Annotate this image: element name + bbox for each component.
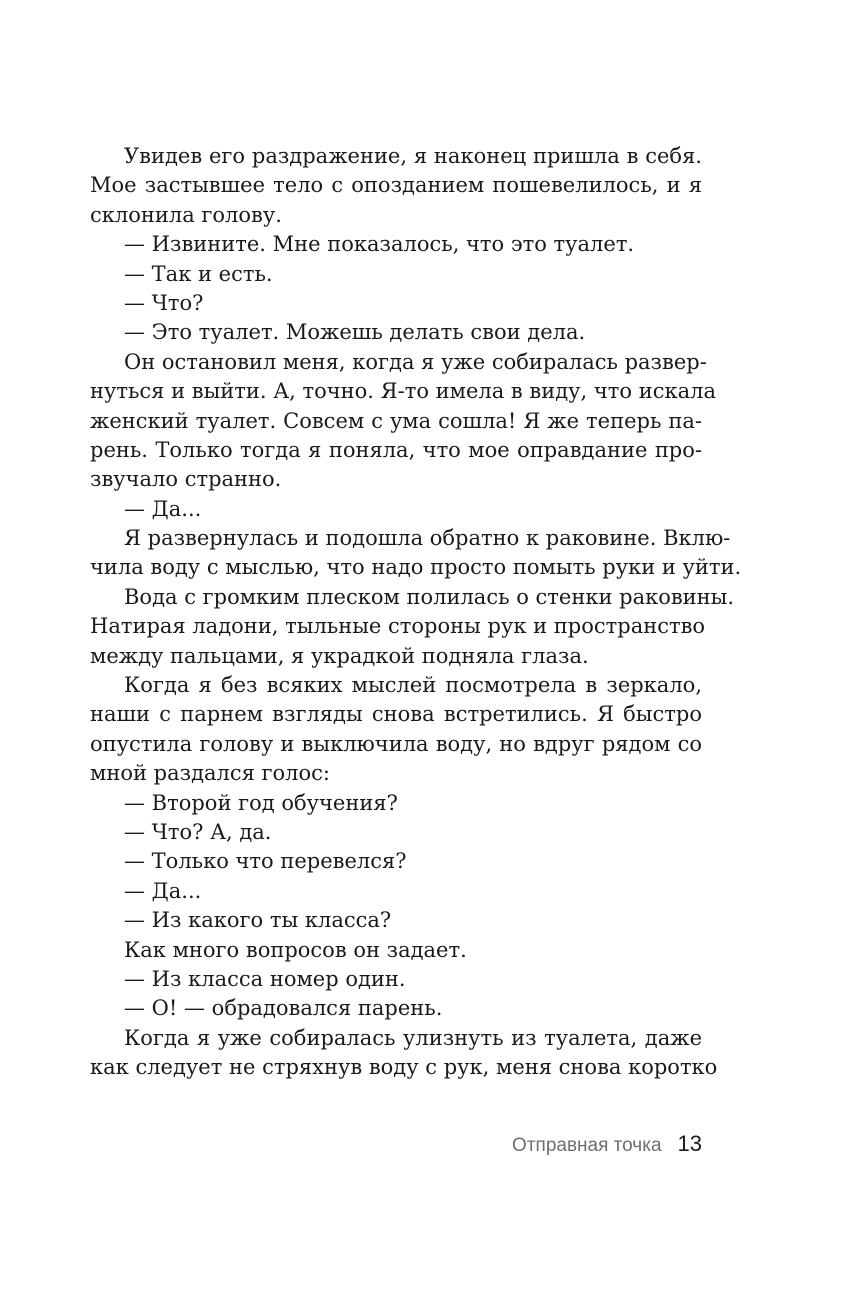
text-line: наши с парнем взгляды снова встретились. Я быстро — [90, 702, 702, 727]
text-line: склонила голову. — [90, 202, 282, 227]
text-line: Я развернулась и подошла обратно к раковине. Вклю- — [124, 526, 731, 551]
text-line: — Что? — [124, 290, 204, 315]
text-line: — Второй год обучения? — [124, 790, 398, 815]
text-line: Как много вопросов он задает. — [124, 937, 467, 962]
text-line: Он остановил меня, когда я уже собиралась развер- — [124, 349, 707, 374]
text-line: чила воду с мыслью, что надо просто помыть руки и уйти. — [90, 555, 742, 580]
text-line: Когда я уже собиралась улизнуть из туалета, даже — [124, 1025, 702, 1050]
text-line: Натирая ладони, тыльные стороны рук и пространство — [90, 614, 706, 639]
running-head: Отправная точка — [512, 1135, 662, 1156]
text-line: женский туалет. Совсем с ума сошла! Я же теперь па- — [90, 408, 702, 433]
text-line: звучало странно. — [90, 467, 282, 492]
text-line: опустила голову и выключила воду, но вдруг рядом со — [90, 731, 702, 756]
text-line: — Да... — [124, 496, 202, 521]
text-line: — Из какого ты класса? — [124, 908, 392, 933]
text-line: — Да... — [124, 878, 202, 903]
text-line: Когда я без всяких мыслей посмотрела в зеркало, — [124, 673, 702, 698]
text-line: Увидев его раздражение, я наконец пришла в себя. — [124, 144, 702, 168]
text-line: — Из класса номер один. — [124, 966, 406, 991]
text-line: — Так и есть. — [124, 261, 273, 286]
text-line: — О! — обрадовался парень. — [124, 996, 443, 1021]
text-line: — Это туалет. Можешь делать свои дела. — [124, 320, 586, 345]
text-line: Вода с громким плеском полилась о стенки раковины. — [124, 584, 735, 609]
text-line: рень. Только тогда я поняла, что мое оправдание про- — [90, 437, 702, 462]
body-text — [90, 142, 742, 1083]
page-footer — [512, 1131, 702, 1157]
text-line: мной раздался голос: — [90, 761, 331, 786]
page-number: 13 — [677, 1131, 702, 1156]
text-line: Мое застывшее тело с опозданием пошевелилось, и я — [90, 173, 702, 198]
text-line: между пальцами, я украдкой подняла глаза. — [90, 643, 589, 668]
text-line: нуться и выйти. А, точно. Я-то имела в виду, что искала — [90, 379, 716, 404]
text-line: — Что? А, да. — [124, 819, 272, 844]
text-line: — Извините. Мне показалось, что это туалет. — [124, 232, 635, 257]
text-line: — Только что перевелся? — [124, 849, 407, 874]
text-line: как следует не стряхнув воду с рук, меня снова коротко — [90, 1055, 718, 1080]
